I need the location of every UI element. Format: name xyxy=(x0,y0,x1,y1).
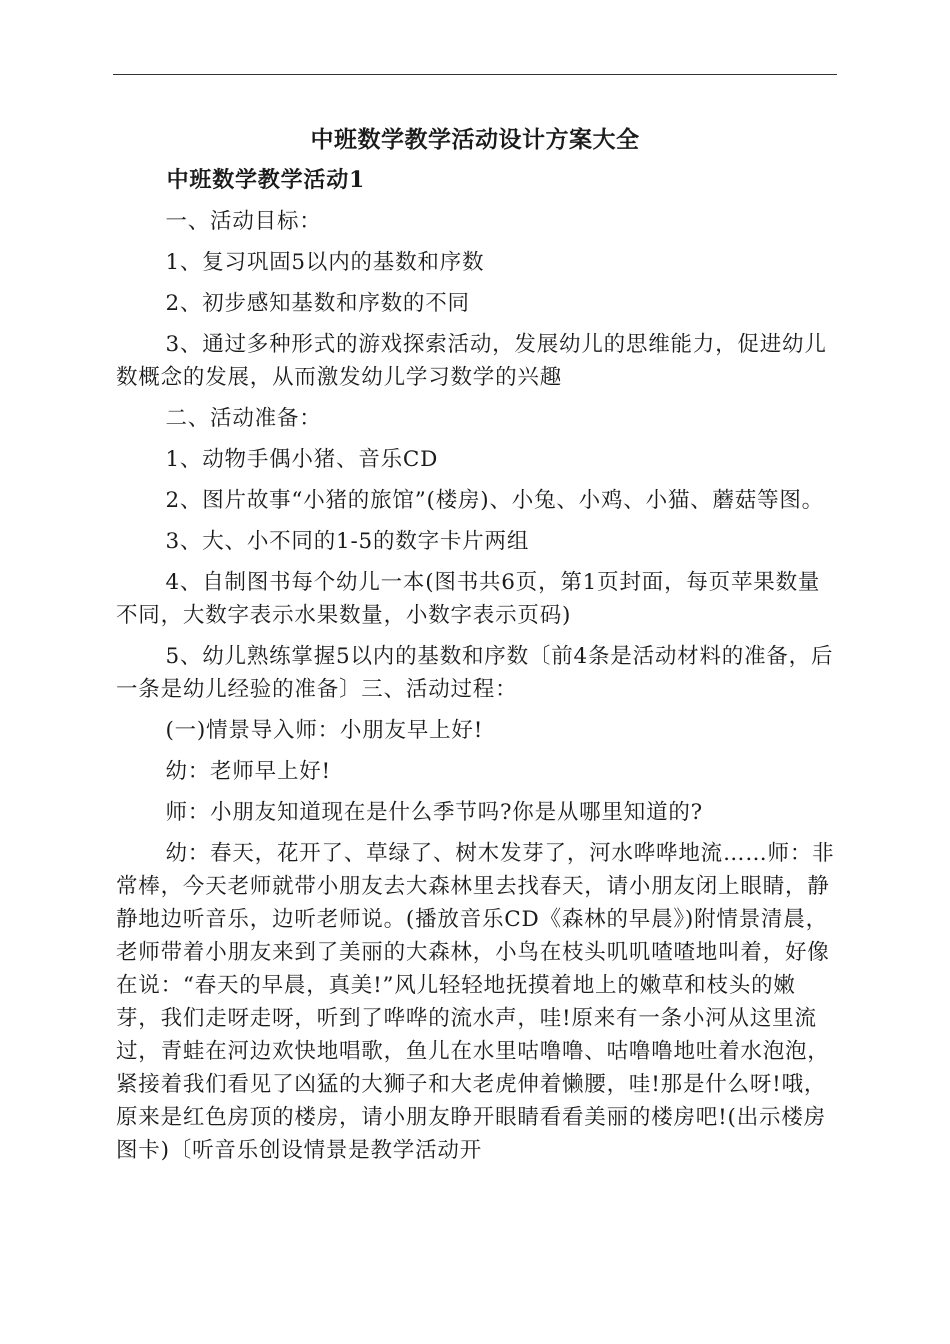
paragraph: 3、通过多种形式的游戏探索活动，发展幼儿的思维能力，促进幼儿数概念的发展，从而激发幼儿学习数学的兴趣 xyxy=(116,332,827,390)
paragraph: (一)情景导入师：小朋友早上好! xyxy=(165,718,484,743)
paragraph: 4、自制图书每个幼儿一本(图书共6页，第1页封面，每页苹果数量不同，大数字表示水果数量，小数字表示页码) xyxy=(116,570,821,628)
paragraph: 幼：春天，花开了、草绿了、树木发芽了，河水哗哗地流……师：非常棒，今天老师就带小朋友去大森林里去找春天，请小朋友闭上眼睛，静静地边听音乐，边听老师说。(播放音乐CD《森林的早晨》)附情景清晨，老师带着小朋友来到了美丽的大森林，小鸟在枝头叽叽喳喳地叫着，好像在说：“春天的早晨，真美!”风儿轻轻地抚摸着地上的嫩草和枝头的嫩芽，我们走呀走呀，听到了哗哗的流水声，哇!原来有一条小河从这里流过，青蛙在河边欢快地唱歌，鱼儿在水里咕噜噜、咕噜噜地吐着水泡泡，紧接着我们看见了凶猛的大狮子和大老虎伸着懒腰，哇!那是什么呀!哦，原来是红色房顶的楼房，请小朋友睁开眼睛看看美丽的楼房吧!(出示楼房图卡)〔听音乐创设情景是教学活动开 xyxy=(116,841,835,1163)
subsection-heading: 一、活动目标： xyxy=(165,209,322,234)
section-heading: 中班数学教学活动1 xyxy=(166,167,366,193)
paragraph: 2、图片故事“小猪的旅馆”(楼房)、小兔、小鸡、小猫、蘑菇等图。 xyxy=(165,488,824,513)
subsection-heading: 二、活动准备： xyxy=(165,406,322,431)
paragraph: 1、复习巩固5以内的基数和序数 xyxy=(165,250,485,275)
document-title: 中班数学教学活动设计方案大全 xyxy=(310,126,640,153)
header-rule xyxy=(113,74,837,75)
paragraph: 5、幼儿熟练掌握5以内的基数和序数〔前4条是活动材料的准备，后一条是幼儿经验的准备〕三、活动过程： xyxy=(116,644,834,702)
paragraph: 1、动物手偶小猪、音乐CD xyxy=(165,447,439,472)
paragraph: 3、大、小不同的1-5的数字卡片两组 xyxy=(165,529,530,554)
document-body xyxy=(116,164,836,1175)
paragraph: 幼：老师早上好! xyxy=(165,759,331,784)
paragraph: 2、初步感知基数和序数的不同 xyxy=(165,291,470,316)
paragraph: 师：小朋友知道现在是什么季节吗?你是从哪里知道的? xyxy=(165,800,703,825)
